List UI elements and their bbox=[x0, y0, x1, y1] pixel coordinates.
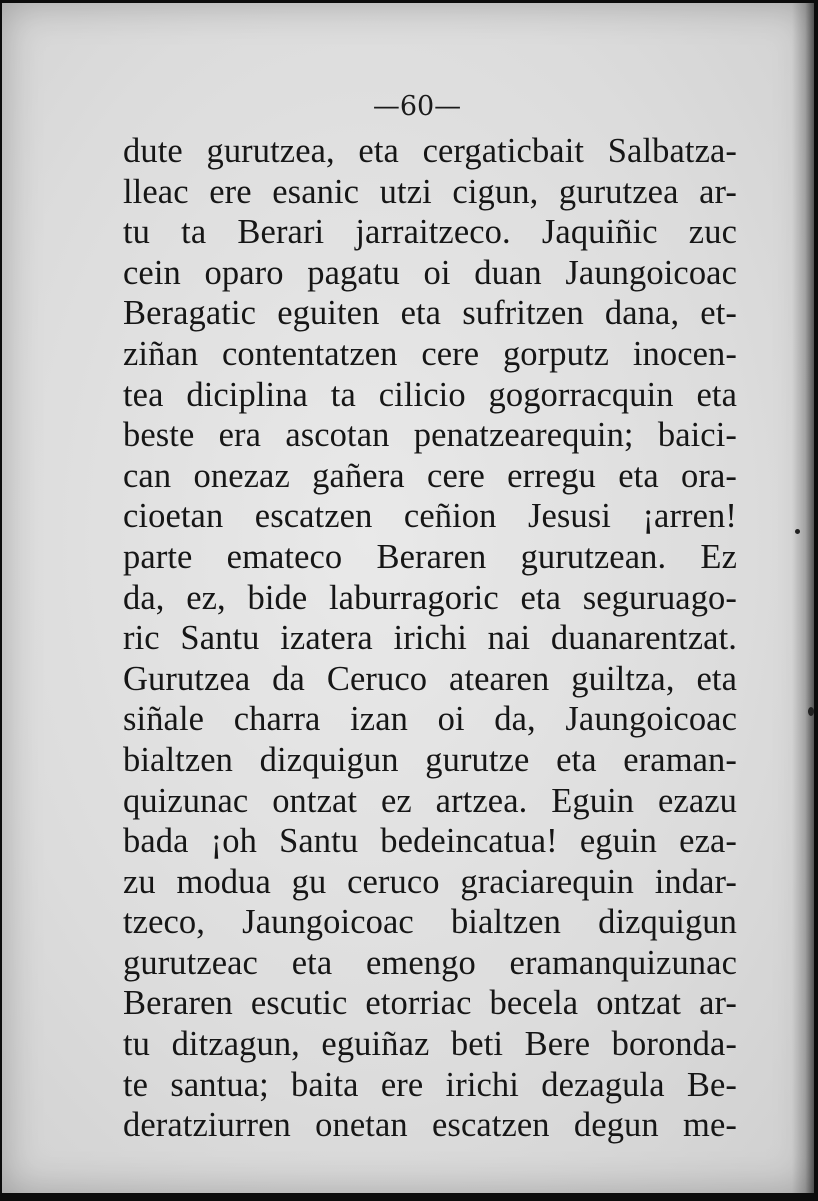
page-number: —60— bbox=[372, 91, 462, 122]
text-line: cein oparo pagatu oi duan Jaungoicoac bbox=[123, 253, 737, 292]
text-line: bada ¡oh Santu bedeincatua! eguin eza- bbox=[123, 822, 737, 861]
text-line: ric Santu izatera irichi nai duanarentzat. bbox=[123, 619, 737, 658]
text-line: Beraren escutic etorriac becela ontzat ar- bbox=[123, 984, 737, 1023]
text-line: tu ta Berari jarraitzeco. Jaquiñic zuc bbox=[123, 213, 737, 252]
text-line: gurutzeac eta emengo eramanquizunac bbox=[123, 943, 737, 982]
book-page bbox=[2, 3, 814, 1193]
text-line: quizunac ontzat ez artzea. Eguin ezazu bbox=[123, 781, 737, 820]
text-line: bialtzen dizquigun gurutze eta eraman- bbox=[123, 740, 737, 779]
text-line: lleac ere esanic utzi cigun, gurutzea ar- bbox=[123, 172, 737, 211]
text-line: parte emateco Beraren gurutzean. Ez bbox=[123, 537, 737, 576]
text-line: beste era ascotan penatzearequin; baici- bbox=[123, 416, 737, 455]
text-line: siñale charra izan oi da, Jaungoicoac bbox=[123, 700, 737, 739]
text-line: Gurutzea da Ceruco atearen guiltza, eta bbox=[123, 659, 737, 698]
ink-speck bbox=[795, 529, 800, 534]
text-line: zu modua gu ceruco graciarequin indar- bbox=[123, 862, 737, 901]
text-line: cioetan escatzen ceñion Jesusi ¡arren! bbox=[123, 497, 737, 536]
text-line: deratziurren onetan escatzen degun me- bbox=[123, 1106, 737, 1145]
text-line: can onezaz gañera cere erregu eta ora- bbox=[123, 456, 737, 495]
text-line: Beragatic eguiten eta sufritzen dana, et- bbox=[123, 294, 737, 333]
ink-speck bbox=[808, 707, 814, 716]
text-line: tea diciplina ta cilicio gogorracquin eta bbox=[123, 375, 737, 414]
text-line: da, ez, bide laburragoric eta seguruago- bbox=[123, 578, 737, 617]
text-line: tzeco, Jaungoicoac bialtzen dizquigun bbox=[123, 903, 737, 942]
text-line: te santua; baita ere irichi dezagula Be- bbox=[123, 1065, 737, 1104]
body-text bbox=[123, 131, 737, 1146]
text-line: tu ditzagun, eguiñaz beti Bere boronda- bbox=[123, 1025, 737, 1064]
text-line: ziñan contentatzen cere gorputz inocen- bbox=[123, 334, 737, 373]
text-line: dute gurutzea, eta cergaticbait Salbatza- bbox=[123, 132, 737, 170]
page-edge-shadow bbox=[792, 3, 814, 1193]
